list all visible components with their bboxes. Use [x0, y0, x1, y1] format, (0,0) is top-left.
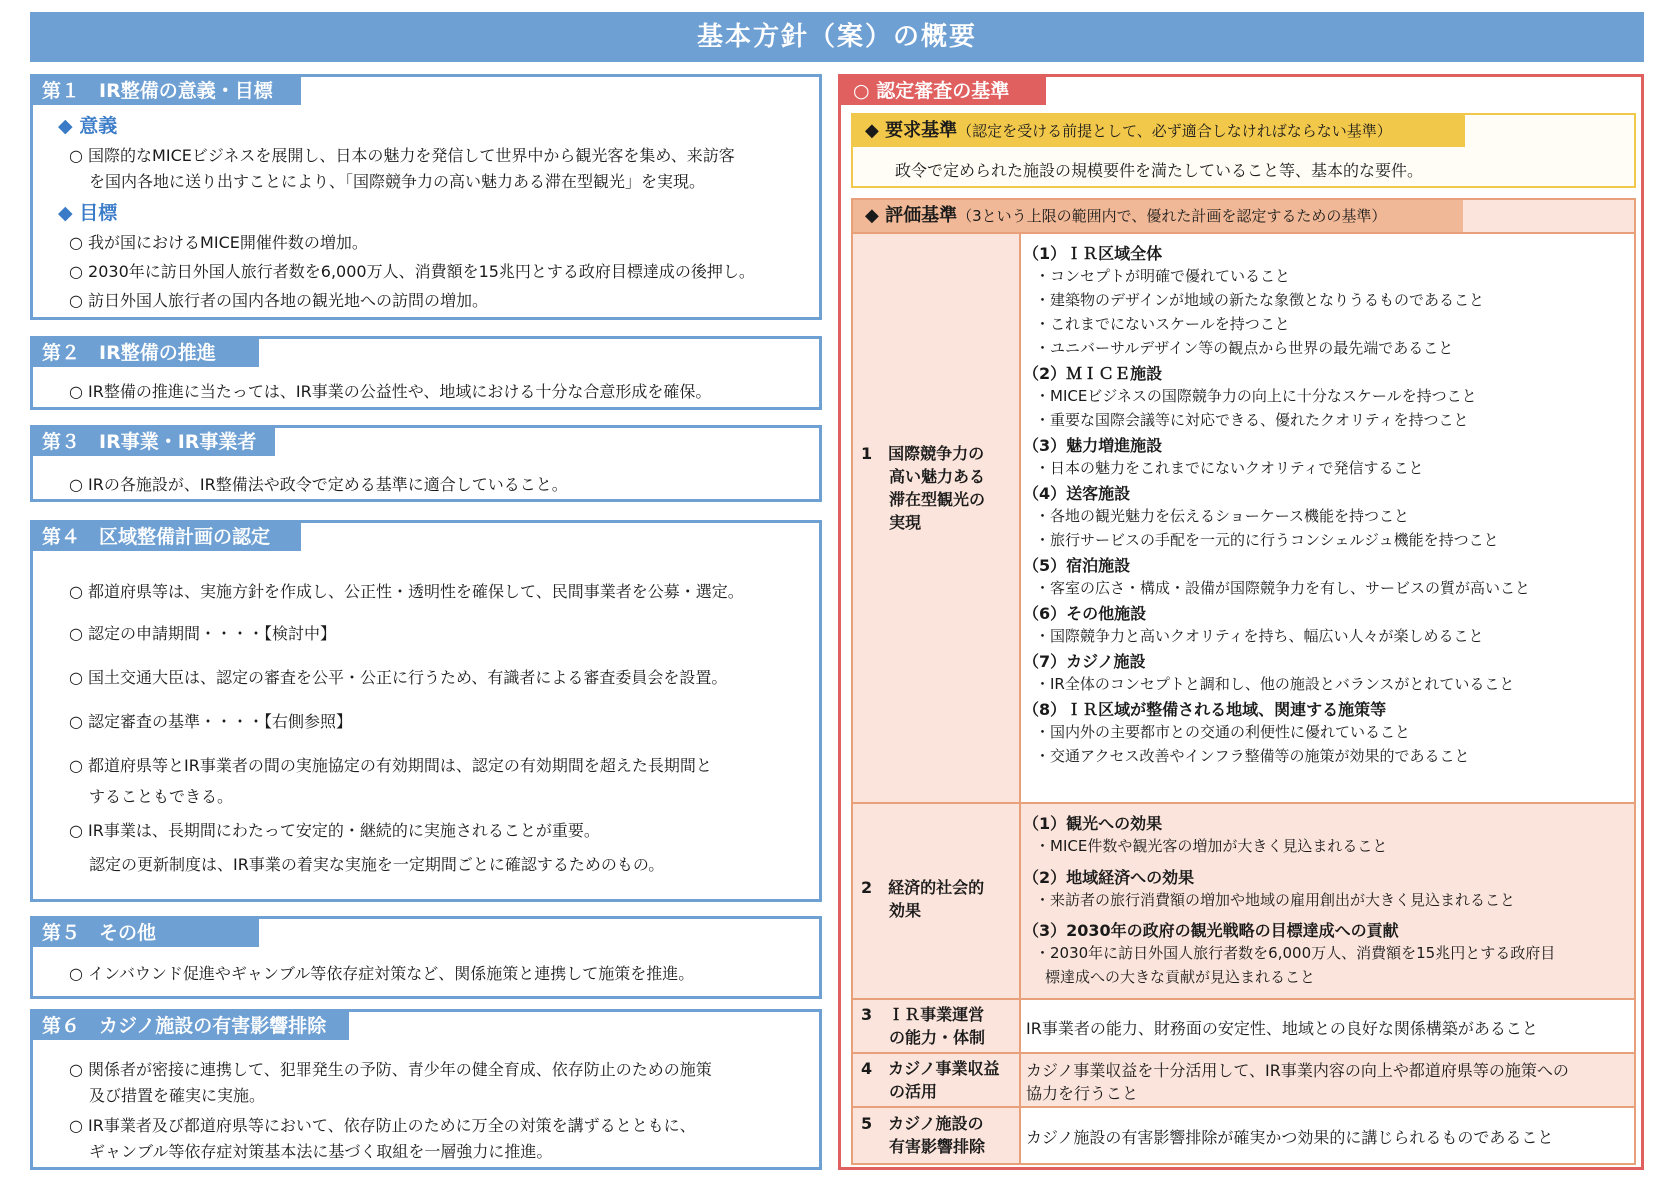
r2-item-3-text-1: ・2030年に訪日外国人旅行者数を6,000万人、消費額を15兆円とする政府目: [1035, 944, 1556, 962]
row-4-label-line-2: の活用: [889, 1082, 938, 1101]
row-1-label-line-2: 高い魅力ある: [889, 467, 986, 486]
section-4-line-8: 認定の更新制度は、IR事業の着実な実施を一定期間ごとに確認するためのもの。: [89, 855, 665, 874]
section-1-header: 第１ IR整備の意義・目標: [33, 77, 301, 105]
requirement-text: 政令で定められた施設の規模要件を満たしていること等、基本的な要件。: [895, 161, 1424, 180]
section-4-header: 第４ 区域整備計画の認定: [33, 523, 301, 551]
section-4-line-7: ○ IR事業は、長期間にわたって安定的・継続的に実施されることが重要。: [69, 821, 600, 840]
r1-item-7-heading: （7）カジノ施設: [1023, 652, 1146, 671]
section-1-box: [30, 74, 822, 320]
section-6-line-3: ○ IR事業者及び都道府県等において、依存防止のために万全の対策を講ずるとともに、: [69, 1116, 696, 1135]
section-6-header: 第６ カジノ施設の有害影響排除: [33, 1012, 349, 1040]
criteria-row-5-label-cell: [853, 1108, 1021, 1163]
evaluation-criteria-box: [851, 198, 1636, 1165]
goals-heading: ◆ 目標: [58, 202, 118, 224]
significance-line-2: を国内各地に送り出すことにより、「国際競争力の高い魅力ある滞在型観光」を実現。: [89, 172, 706, 191]
section-4-line-3: ○ 国土交通大臣は、認定の審査を公平・公正に行うため、有識者による審査委員会を設置。: [69, 668, 728, 687]
criteria-row-2-content: [1021, 804, 1634, 998]
r1-item-1-heading: （1）ＩＲ区域全体: [1023, 244, 1163, 263]
row-1-label-line-4: 実現: [889, 513, 922, 532]
criteria-row-1: [853, 232, 1634, 802]
criteria-row-2-label-cell: [853, 804, 1021, 998]
significance-line-1: ○ 国際的なMICEビジネスを展開し、日本の魅力を発信して世界中から観光客を集め、来訪客: [69, 146, 735, 165]
r1-item-5-heading: （5）宿泊施設: [1023, 556, 1131, 575]
goal-item-2: ○ 2030年に訪日外国人旅行者数を6,000万人、消費額を15兆円とする政府目標達成の後押し。: [69, 262, 755, 281]
section-2-header: 第２ IR整備の推進: [33, 339, 259, 367]
criteria-row-4: [853, 1052, 1634, 1106]
criteria-row-4-label-cell: [853, 1054, 1021, 1106]
section-6-box: [30, 1009, 822, 1170]
row-2-label-line-1: 2 経済的社会的: [861, 878, 985, 897]
row-3-label-line-2: の能力・体制: [889, 1028, 986, 1047]
row-4-text-2: 協力を行うこと: [1026, 1084, 1139, 1103]
section-3-text: ○ IRの各施設が、IR整備法や政令で定める基準に適合していること。: [69, 475, 568, 494]
row-5-text: カジノ施設の有害影響排除が確実かつ効果的に講じられるものであること: [1026, 1128, 1554, 1147]
significance-heading: ◆ 意義: [58, 115, 118, 137]
r2-item-3-heading: （3）2030年の政府の観光戦略の目標達成への貢献: [1023, 921, 1399, 940]
r1-item-4-text-1: ・各地の観光魅力を伝えるショーケース機能を持つこと: [1035, 507, 1409, 525]
criteria-header: ○ 認定審査の基準: [841, 77, 1046, 105]
evaluation-title: ◆ 評価基準: [865, 205, 958, 226]
row-4-text-1: カジノ事業収益を十分活用して、IR事業内容の向上や都道府県等の施策への: [1026, 1061, 1569, 1080]
criteria-row-2: [853, 802, 1634, 998]
requirement-criteria-box: [851, 113, 1636, 188]
r2-item-1-text-1: ・MICE件数や観光客の増加が大きく見込まれること: [1035, 837, 1388, 855]
section-4-line-5: ○ 都道府県等とIR事業者の間の実施協定の有効期間は、認定の有効期間を超えた長期間と: [69, 756, 712, 775]
r1-item-5-text-1: ・客室の広さ・構成・設備が国際競争力を有し、サービスの質が高いこと: [1035, 579, 1531, 597]
evaluation-note: （3という上限の範囲内で、優れた計画を認定するための基準）: [957, 207, 1387, 225]
r2-item-2-text-1: ・来訪者の旅行消費額の増加や地域の雇用創出が大きく見込まれること: [1035, 891, 1516, 909]
section-2-text: ○ IR整備の推進に当たっては、IR事業の公益性や、地域における十分な合意形成を確保。: [69, 382, 712, 401]
row-1-label-line-3: 滞在型観光の: [889, 490, 986, 509]
r1-item-2-text-1: ・MICEビジネスの国際競争力の向上に十分なスケールを持つこと: [1035, 387, 1477, 405]
r1-item-1-text-1: ・コンセプトが明確で優れていること: [1035, 267, 1291, 285]
r1-item-4-heading: （4）送客施設: [1023, 484, 1131, 503]
r1-item-1-text-3: ・これまでにないスケールを持つこと: [1035, 315, 1290, 333]
section-3-header: 第３ IR事業・IR事業者: [33, 428, 275, 456]
section-6-line-2: 及び措置を確実に実施。: [89, 1086, 266, 1105]
r2-item-2-heading: （2）地域経済への効果: [1023, 868, 1195, 887]
r1-item-8-text-1: ・国内外の主要都市との交通の利便性に優れていること: [1035, 723, 1411, 741]
r1-item-6-text-1: ・国際競争力と高いクオリティを持ち、幅広い人々が楽しめること: [1035, 627, 1484, 645]
evaluation-criteria-header: [853, 200, 1463, 232]
r1-item-1-text-4: ・ユニバーサルデザイン等の観点から世界の最先端であること: [1035, 339, 1454, 357]
r1-item-4-text-2: ・旅行サービスの手配を一元的に行うコンシェルジュ機能を持つこと: [1035, 531, 1499, 549]
row-3-label-line-1: 3 ＩＲ事業運営: [861, 1005, 985, 1024]
section-2-box: [30, 336, 822, 410]
section-5-header: 第５ その他: [33, 919, 259, 947]
section-5-text: ○ インバウンド促進やギャンブル等依存症対策など、関係施策と連携して施策を推進。: [69, 964, 695, 983]
r2-item-3-text-2: 標達成への大きな貢献が見込まれること: [1045, 968, 1316, 986]
r1-item-1-text-2: ・建築物のデザインが地域の新たな象徴となりうるものであること: [1035, 291, 1484, 309]
r1-item-3-text-1: ・日本の魅力をこれまでにないクオリティで発信すること: [1035, 459, 1424, 477]
section-4-line-6: することもできる。: [89, 787, 234, 806]
criteria-row-1-content: [1021, 234, 1634, 802]
row-5-label-line-2: 有害影響排除: [889, 1137, 986, 1156]
criteria-row-1-label-cell: [853, 234, 1021, 802]
requirement-title: ◆ 要求基準: [865, 120, 958, 141]
section-3-box: [30, 425, 822, 502]
section-4-line-2: ○ 認定の申請期間・・・・【検討中】: [69, 624, 337, 643]
row-1-label-line-1: 1 国際競争力の: [861, 444, 985, 463]
page-title: 基本方針（案）の概要: [30, 12, 1644, 62]
r1-item-8-heading: （8）ＩＲ区域が整備される地域、関連する施策等: [1023, 700, 1387, 719]
section-4-box: [30, 520, 822, 902]
criteria-row-5-content: [1021, 1108, 1634, 1163]
r1-item-2-heading: （2）ＭＩＣＥ施設: [1023, 364, 1163, 383]
r2-item-1-heading: （1）観光への効果: [1023, 814, 1163, 833]
r1-item-3-heading: （3）魅力増進施設: [1023, 436, 1163, 455]
section-4-line-1: ○ 都道府県等は、実施方針を作成し、公正性・透明性を確保して、民間事業者を公募・選定。: [69, 582, 744, 601]
r1-item-8-text-2: ・交通アクセス改善やインフラ整備等の施策が効果的であること: [1035, 747, 1470, 765]
requirement-criteria-header: [853, 115, 1465, 147]
goal-item-1: ○ 我が国におけるMICE開催件数の増加。: [69, 233, 368, 252]
r1-item-2-text-2: ・重要な国際会議等に対応できる、優れたクオリティを持つこと: [1035, 411, 1469, 429]
r1-item-6-heading: （6）その他施設: [1023, 604, 1147, 623]
r1-item-7-text-1: ・IR全体のコンセプトと調和し、他の施設とバランスがとれていること: [1035, 675, 1515, 693]
section-5-box: [30, 916, 822, 999]
row-2-label-line-2: 効果: [889, 901, 922, 920]
criteria-row-5: [853, 1106, 1634, 1163]
criteria-row-3-content: [1021, 1000, 1634, 1052]
criteria-row-3-label-cell: [853, 1000, 1021, 1052]
row-5-label-line-1: 5 カジノ施設の: [861, 1114, 984, 1133]
section-4-line-4: ○ 認定審査の基準・・・・【右側参照】: [69, 712, 353, 731]
requirement-note: （認定を受ける前提として、必ず適合しなければならない基準）: [957, 122, 1392, 140]
section-6-line-4: ギャンブル等依存症対策基本法に基づく取組を一層強力に推進。: [89, 1142, 553, 1161]
criteria-panel: [838, 74, 1644, 1170]
criteria-row-4-content: [1021, 1054, 1634, 1106]
row-4-label-line-1: 4 カジノ事業収益: [861, 1059, 1000, 1078]
goal-item-3: ○ 訪日外国人旅行者の国内各地の観光地への訪問の増加。: [69, 291, 489, 310]
section-6-line-1: ○ 関係者が密接に連携して、犯罪発生の予防、青少年の健全育成、依存防止のための施策: [69, 1060, 712, 1079]
criteria-row-3: [853, 998, 1634, 1052]
row-3-text: IR事業者の能力、財務面の安定性、地域との良好な関係構築があること: [1026, 1019, 1538, 1038]
